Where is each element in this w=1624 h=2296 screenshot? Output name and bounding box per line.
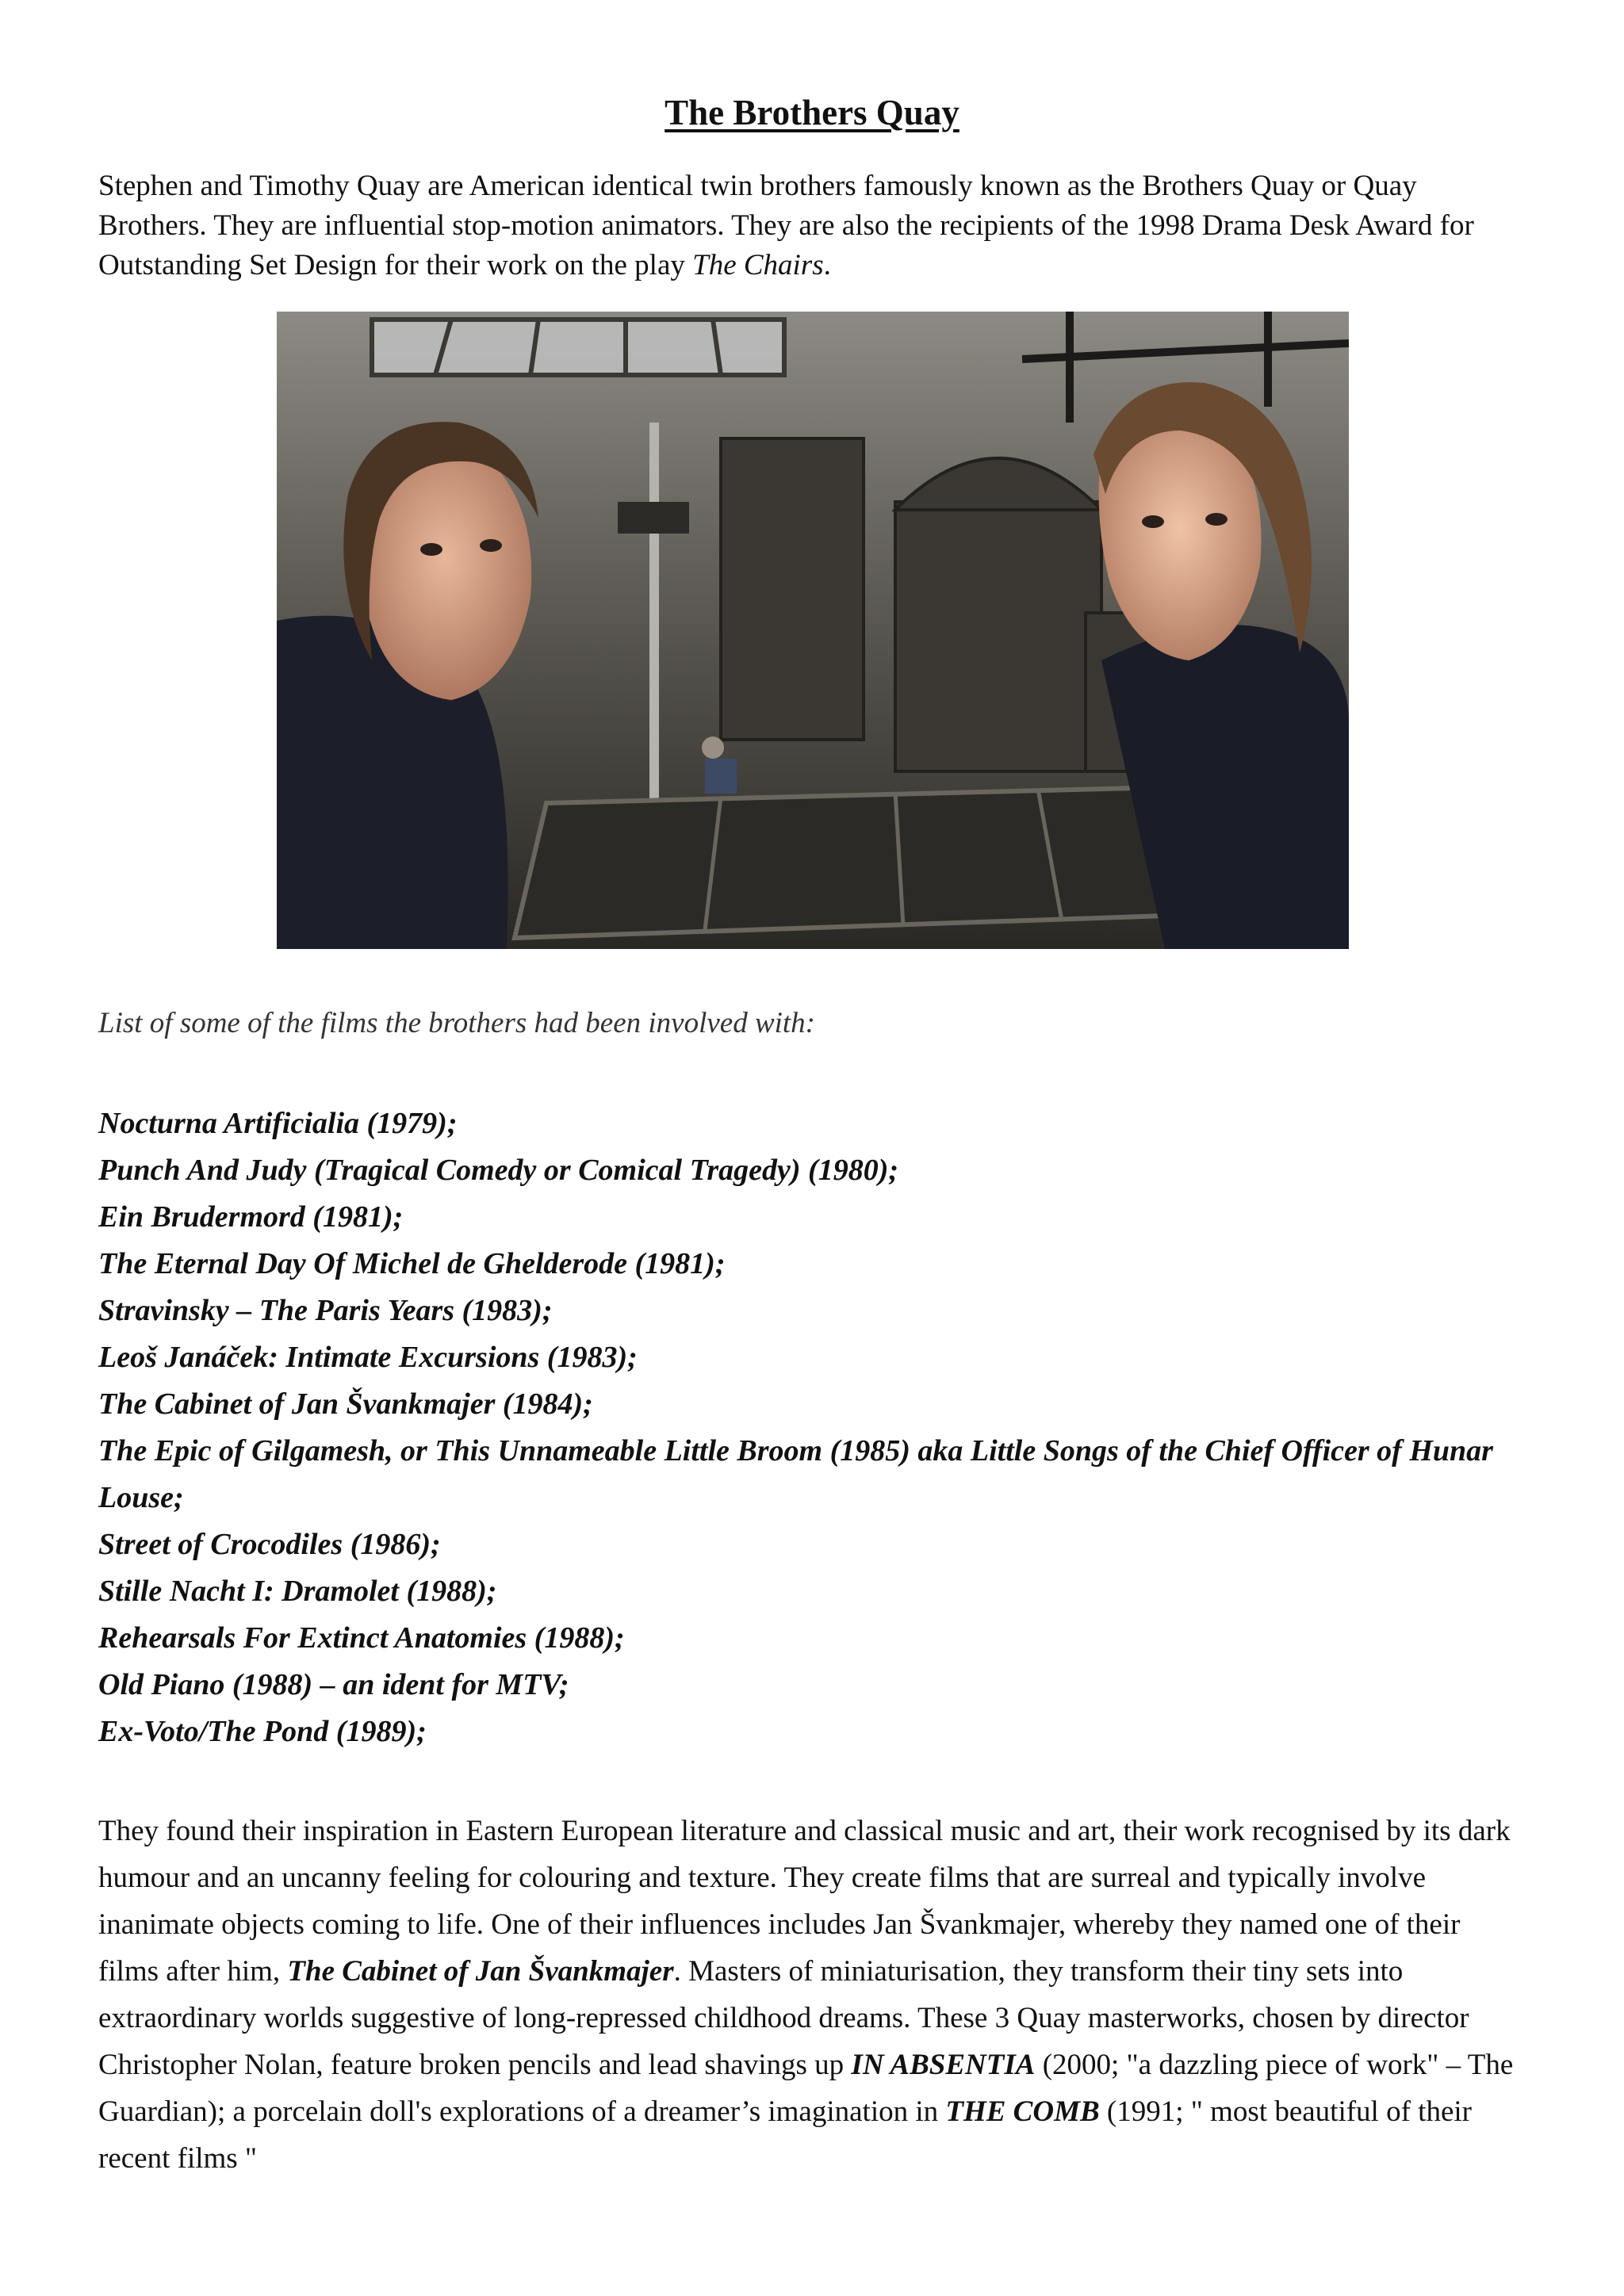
intro-paragraph: [98, 166, 1526, 285]
film-item: The Cabinet of Jan Švankmajer (1984);: [98, 1387, 593, 1421]
body-text-3: (2000; "a dazzling piece of work" – The Guardian); a porcelain doll's explorations of a dreamer’s imagination in: [98, 2049, 1514, 2128]
film-item: Stravinsky – The Paris Years (1983);: [98, 1294, 553, 1327]
film-item: Ex-Voto/The Pond (1989);: [98, 1715, 427, 1748]
body-paragraph: [98, 1808, 1526, 2182]
body-text-1: They found their inspiration in Eastern European literature and classical music and art, their work recognised by its dark humour and an uncanny feeling for colouring and texture. They create films that are surreal and typically involve inanimate objects coming to life. One of their influences includes Jan Švankmajer, whereby they named one of their films after him,: [98, 1815, 1511, 1988]
film-item: Stille Nacht I: Dramolet (1988);: [98, 1575, 497, 1608]
film-item: Street of Crocodiles (1986);: [98, 1528, 441, 1561]
play-title: The Chairs: [692, 249, 824, 281]
page-title: The Brothers Quay: [665, 93, 959, 132]
film-item: Ein Brudermord (1981);: [98, 1200, 404, 1234]
films-list-intro: List of some of the films the brothers had been involved with:: [98, 1007, 816, 1039]
film-item: The Epic of Gilgamesh, or This Unnameable Little Broom (1985) aka Little Songs of the Chief Officer of Hunar Louse;: [98, 1434, 1493, 1514]
body-text-4: (1991; " most beautiful of their recent films ": [98, 2095, 1472, 2175]
brothers-photo: [277, 312, 1349, 949]
body-text-2: . Masters of miniaturisation, they transform their tiny sets into extraordinary worlds suggestive of long-repressed childhood dreams. These 3 Quay masterworks, chosen by director Christopher Nolan, feature broken pencils and lead shavings up: [98, 1955, 1469, 2081]
film-item: Leoš Janáček: Intimate Excursions (1983);: [98, 1341, 638, 1374]
body-film-title-the-comb: THE COMB: [945, 2095, 1100, 2128]
intro-end: .: [823, 249, 831, 281]
film-item: Rehearsals For Extinct Anatomies (1988);: [98, 1621, 625, 1655]
film-item: The Eternal Day Of Michel de Ghelderode (1981);: [98, 1247, 726, 1280]
intro-text: Stephen and Timothy Quay are American identical twin brothers famously known as the Brothers Quay or Quay Brothers. They are influential stop-motion animators. They are also the recipients of the 1998 Drama Desk Award for Outstanding Set Design for their work on the play: [98, 170, 1474, 281]
film-item: Old Piano (1988) – an ident for MTV;: [98, 1668, 569, 1701]
photo-illustration: [277, 312, 1349, 949]
body-film-title-in-absentia: IN ABSENTIA: [851, 2049, 1036, 2081]
body-film-title-cabinet: The Cabinet of Jan Švankmajer: [287, 1955, 674, 1988]
film-item: Punch And Judy (Tragical Comedy or Comical Tragedy) (1980);: [98, 1154, 899, 1187]
film-item: Nocturna Artificialia (1979);: [98, 1107, 458, 1140]
films-list: [98, 1100, 1549, 1755]
